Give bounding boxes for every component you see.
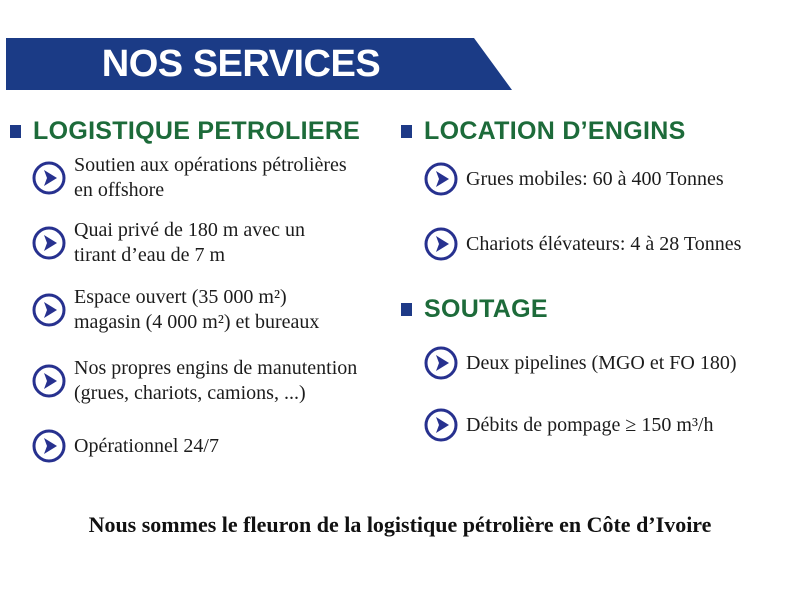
list-item bbox=[424, 408, 714, 442]
chevron-right-circle-icon bbox=[424, 346, 458, 380]
chevron-right-circle-icon bbox=[32, 161, 66, 195]
item-text: Grues mobiles: 60 à 400 Tonnes bbox=[466, 167, 724, 190]
section-logistique-title: LOGISTIQUE PETROLIERE bbox=[33, 117, 361, 145]
section-soutage-title: SOUTAGE bbox=[424, 295, 548, 323]
list-item bbox=[32, 356, 357, 406]
chevron-right-circle-icon bbox=[32, 364, 66, 398]
list-item bbox=[32, 153, 347, 203]
item-text: Opérationnel 24/7 bbox=[74, 434, 219, 457]
square-bullet-icon bbox=[401, 303, 412, 316]
item-text: Soutien aux opérations pétrolières en offshore bbox=[74, 154, 347, 201]
list-item bbox=[424, 227, 741, 261]
chevron-right-circle-icon bbox=[424, 162, 458, 196]
chevron-right-circle-icon bbox=[32, 293, 66, 327]
square-bullet-icon bbox=[401, 125, 412, 138]
item-text: Nos propres engins de manutention (grues, chariots, camions, ...) bbox=[74, 357, 358, 404]
section-location-header bbox=[401, 117, 686, 146]
footer-tagline: Nous sommes le fleuron de la logistique pétrolière en Côte d’Ivoire bbox=[88, 512, 712, 537]
list-item bbox=[32, 429, 219, 463]
banner-title: NOS SERVICES bbox=[101, 43, 381, 85]
item-text: Chariots élévateurs: 4 à 28 Tonnes bbox=[466, 232, 742, 255]
item-text: Espace ouvert (35 000 m²) magasin (4 000 m²) et bureaux bbox=[74, 286, 320, 333]
chevron-right-circle-icon bbox=[424, 227, 458, 261]
chevron-right-circle-icon bbox=[32, 429, 66, 463]
list-item bbox=[424, 162, 724, 196]
section-logistique-header bbox=[10, 117, 360, 146]
list-item bbox=[424, 346, 737, 380]
section-soutage-header bbox=[401, 295, 548, 324]
list-item bbox=[32, 285, 319, 335]
item-text: Quai privé de 180 m avec un tirant d’eau de 7 m bbox=[74, 219, 306, 266]
list-item bbox=[32, 218, 305, 268]
section-location-title: LOCATION D’ENGINS bbox=[424, 117, 686, 145]
square-bullet-icon bbox=[10, 125, 21, 138]
services-banner bbox=[6, 38, 512, 90]
item-text: Débits de pompage ≥ 150 m³/h bbox=[466, 413, 714, 436]
chevron-right-circle-icon bbox=[424, 408, 458, 442]
item-text: Deux pipelines (MGO et FO 180) bbox=[466, 351, 737, 374]
chevron-right-circle-icon bbox=[32, 226, 66, 260]
